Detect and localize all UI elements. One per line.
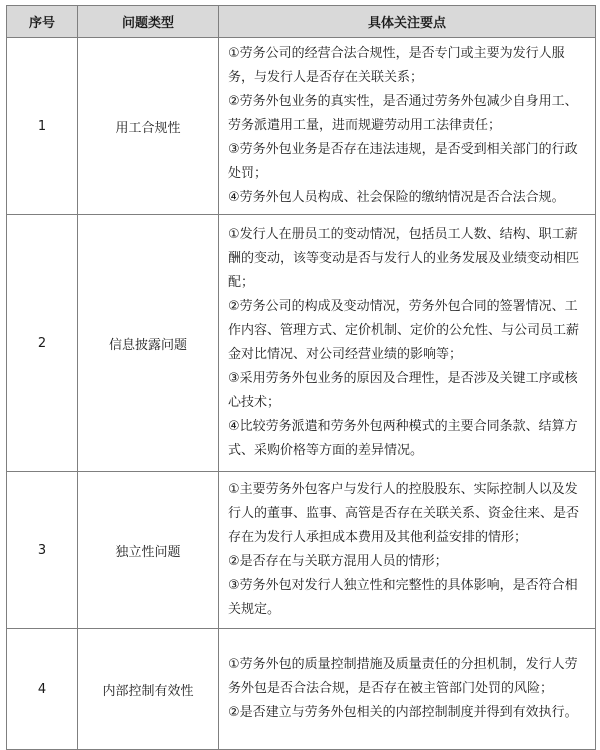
header-key-points: 具体关注要点: [219, 6, 596, 38]
issue-type: 用工合规性: [78, 38, 219, 215]
key-point: ④比较劳务派遣和劳务外包两种模式的主要合同条款、结算方式、采购价格等方面的差异情况。: [228, 419, 578, 458]
key-point: ③劳务外包业务是否存在违法违规，是否受到相关部门的行政处罚；: [228, 142, 578, 181]
row-number: 3: [7, 472, 78, 629]
issue-type: 独立性问题: [78, 472, 219, 629]
key-point: ④劳务外包人员构成、社会保险的缴纳情况是否合法合规。: [228, 190, 565, 205]
key-points-cell: [219, 629, 596, 750]
table-header: [7, 6, 596, 38]
header-seq: 序号: [7, 6, 78, 38]
key-point: ②是否建立与劳务外包相关的内部控制制度并得到有效执行。: [228, 705, 578, 720]
table-body: [7, 38, 596, 750]
review-points-table: [6, 5, 596, 750]
key-points-cell: [219, 215, 596, 472]
key-point: ③采用劳务外包业务的原因及合理性，是否涉及关键工序或核心技术；: [228, 371, 578, 410]
table-row: [7, 629, 596, 750]
table-row: [7, 215, 596, 472]
key-point: ①劳务公司的经营合法合规性，是否专门或主要为发行人服务，与发行人是否存在关联关系；: [228, 46, 565, 85]
key-point: ②是否存在与关联方混用人员的情形；: [228, 554, 448, 569]
issue-type: 内部控制有效性: [78, 629, 219, 750]
key-points-cell: [219, 472, 596, 629]
issue-type: 信息披露问题: [78, 215, 219, 472]
table-row: [7, 38, 596, 215]
header-row: [7, 6, 596, 38]
header-issue-type: 问题类型: [78, 6, 219, 38]
key-point: ③劳务外包对发行人独立性和完整性的具体影响，是否符合相关规定。: [228, 578, 578, 617]
key-points-cell: [219, 38, 596, 215]
table-row: [7, 472, 596, 629]
key-point: ①主要劳务外包客户与发行人的控股股东、实际控制人以及发行人的董事、监事、高管是否存在关联关系、资金往来、是否存在为发行人承担成本费用及其他利益安排的情形；: [228, 482, 580, 545]
key-point: ①发行人在册员工的变动情况，包括员工人数、结构、职工薪酬的变动，该等变动是否与发行人的业务发展及业绩变动相匹配；: [228, 227, 580, 290]
key-point: ①劳务外包的质量控制措施及质量责任的分担机制，发行人劳务外包是否合法合规，是否存在被主管部门处罚的风险；: [228, 657, 578, 696]
row-number: 2: [7, 215, 78, 472]
row-number: 4: [7, 629, 78, 750]
key-point: ②劳务公司的构成及变动情况，劳务外包合同的签署情况、工作内容、管理方式、定价机制、定价的公允性、与公司员工薪金对比情况、对公司经营业绩的影响等；: [228, 299, 580, 362]
key-point: ②劳务外包业务的真实性，是否通过劳务外包减少自身用工、劳务派遣用工量，进而规避劳动用工法律责任；: [228, 94, 578, 133]
row-number: 1: [7, 38, 78, 215]
